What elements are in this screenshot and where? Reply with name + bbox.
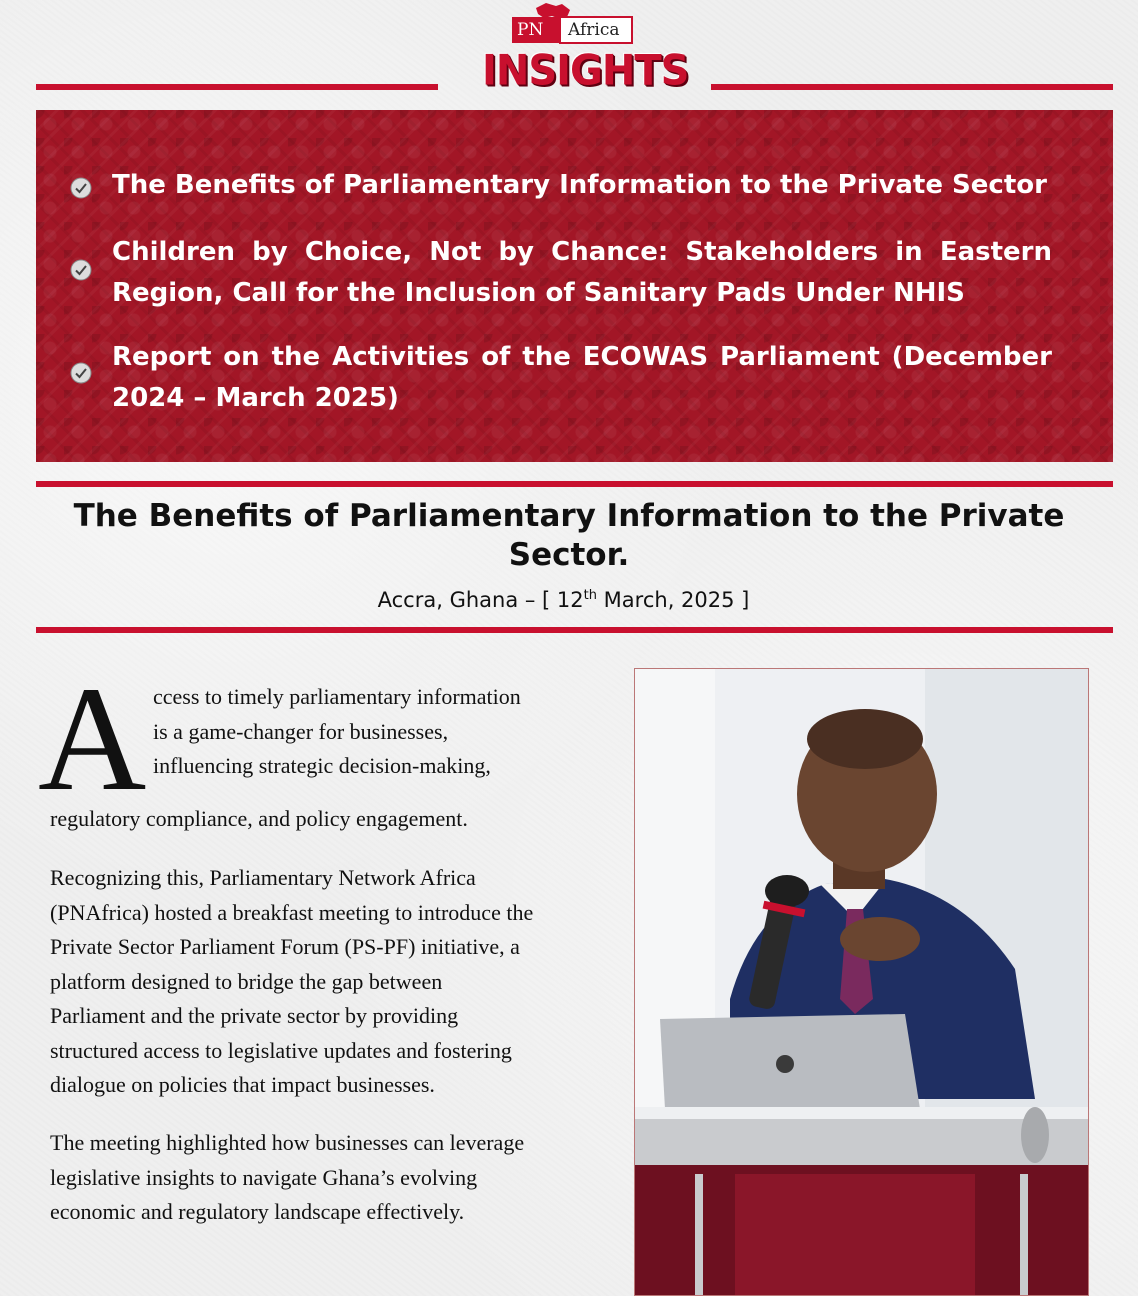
- headline-text: The Benefits of Parliamentary Information to the Private Sector: [112, 170, 1047, 200]
- text-line: Parliament and the private sector by providing: [50, 1003, 459, 1028]
- speaker-illustration: [635, 669, 1089, 1296]
- logo-africa-text: Africa: [568, 20, 620, 40]
- paragraph-1: [153, 680, 593, 784]
- header-rule-left: [36, 84, 438, 90]
- logo-insights-text: INSIGHTS: [482, 46, 689, 96]
- text-line: The meeting highlighted how businesses can leverage: [50, 1130, 525, 1155]
- text-line: influencing strategic decision-making,: [153, 753, 491, 778]
- speaker-photo: [634, 668, 1089, 1296]
- headline-item[interactable]: [112, 165, 1052, 206]
- headline-text: Children by Choice, Not by Chance: Stakeholders in Eastern Region, Call for the Inclusion of Sanitary Pads Under NHIS: [112, 237, 1052, 308]
- headline-item[interactable]: [112, 232, 1052, 314]
- text-line: ccess to timely parliamentary information: [153, 684, 521, 709]
- title-rule-top: [36, 481, 1113, 487]
- logo-pn-text: PN: [517, 20, 544, 40]
- article-title: The Benefits of Parliamentary Information to the Private Sector.: [73, 498, 1065, 573]
- paragraph-1-last-line: regulatory compliance, and policy engagement.: [50, 806, 468, 831]
- title-rule-bottom: [36, 627, 1113, 633]
- text-line: is a game-changer for businesses,: [153, 718, 449, 744]
- check-circle-icon: [70, 177, 92, 199]
- text-line: Recognizing this, Parliamentary Network Africa: [50, 865, 476, 890]
- drop-cap: A: [38, 656, 147, 822]
- text-line: economic and regulatory landscape effectively.: [50, 1199, 465, 1224]
- text-line: (PNAfrica) hosted a breakfast meeting to introduce the: [50, 899, 534, 925]
- pnafrica-insights-logo: [470, 0, 689, 100]
- dateline: Accra, Ghana – [ 12th March, 2025 ]: [377, 588, 750, 612]
- text-line: legislative insights to navigate Ghana’s evolving: [50, 1164, 478, 1190]
- check-circle-icon: [70, 259, 92, 281]
- check-circle-icon: [70, 362, 92, 384]
- headline-text: Report on the Activities of the ECOWAS Parliament (December 2024 – March 2025): [112, 342, 1052, 413]
- text-line: structured access to legislative updates and fostering: [50, 1037, 512, 1063]
- text-line: dialogue on policies that impact businesses.: [50, 1072, 435, 1097]
- header-rule-right: [711, 84, 1113, 90]
- paragraph-2: [50, 861, 610, 1103]
- text-line: Private Sector Parliament Forum (PS-PF) initiative, a: [50, 934, 520, 959]
- paragraph-3: [50, 1126, 610, 1230]
- text-line: platform designed to bridge the gap between: [50, 968, 443, 994]
- headline-item[interactable]: [112, 337, 1052, 419]
- headlines-box: [36, 110, 1113, 462]
